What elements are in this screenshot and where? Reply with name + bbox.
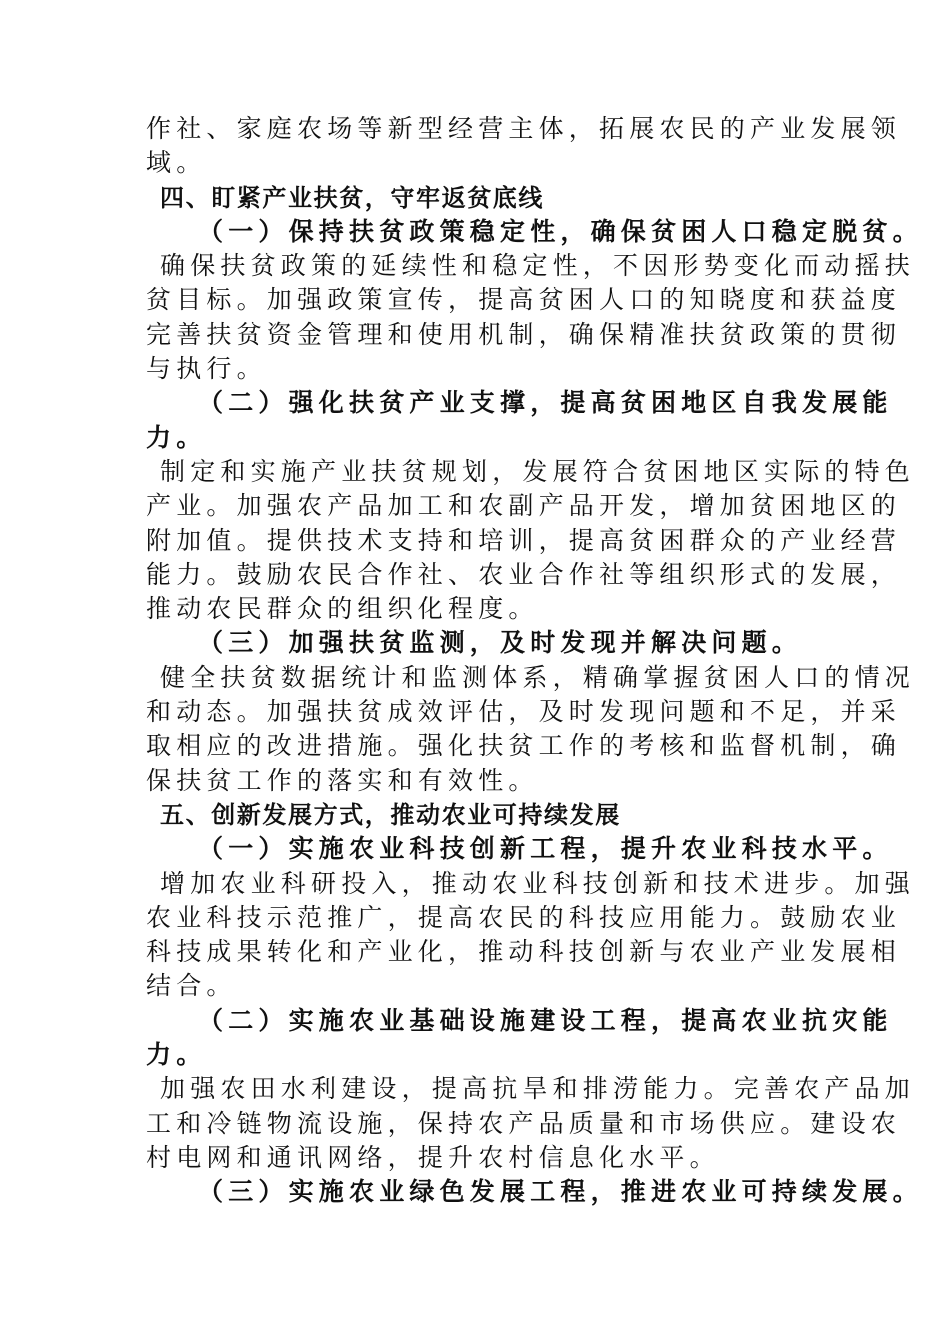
paragraph-line: 能力。鼓励农民合作社、农业合作社等组织形式的发展，: [146, 559, 902, 589]
section-heading: 四、盯紧产业扶贫，守牢返贫底线: [160, 183, 544, 212]
paragraph-line: 制定和实施产业扶贫规划，发展符合贫困地区实际的特色: [160, 456, 916, 486]
paragraph-line: 增加农业科研投入，推动农业科技创新和技术进步。加强: [160, 868, 916, 898]
paragraph-line: 确保扶贫政策的延续性和稳定性，不因形势变化而动摇扶: [160, 251, 916, 281]
subsection-heading: （三）加强扶贫监测，及时发现并解决问题。: [198, 628, 803, 658]
subsection-heading: （三）实施农业绿色发展工程，推进农业可持续发展。: [198, 1177, 923, 1207]
subsection-heading: （一）实施农业科技创新工程，提升农业科技水平。: [198, 834, 893, 864]
paragraph-line: 健全扶贫数据统计和监测体系，精确掌握贫困人口的情况: [160, 662, 916, 692]
paragraph-line: 贫目标。加强政策宣传，提高贫困人口的知晓度和获益度: [146, 285, 902, 315]
paragraph-line: 域。: [146, 148, 207, 178]
paragraph-line: 工和冷链物流设施，保持农产品质量和市场供应。建设农: [146, 1108, 902, 1138]
paragraph-line: 作社、家庭农场等新型经营主体，拓展农民的产业发展领: [146, 114, 902, 143]
paragraph-line: 加强农田水利建设，提高抗旱和排涝能力。完善农产品加: [160, 1074, 916, 1104]
subsection-heading: （二）强化扶贫产业支撑，提高贫困地区自我发展能: [198, 388, 893, 418]
subsection-heading: （一）保持扶贫政策稳定性，确保贫困人口稳定脱贫。: [198, 216, 923, 246]
paragraph-line: 与执行。: [146, 354, 267, 384]
subsection-heading-continued: 力。: [146, 1040, 207, 1070]
subsection-heading: （二）实施农业基础设施建设工程，提高农业抗灾能: [198, 1005, 893, 1035]
paragraph-line: 和动态。加强扶贫成效评估，及时发现问题和不足，并采: [146, 697, 902, 727]
paragraph-line: 结合。: [146, 971, 237, 1001]
paragraph-line: 完善扶贫资金管理和使用机制，确保精准扶贫政策的贯彻: [146, 319, 902, 349]
paragraph-line: 农业科技示范推广，提高农民的科技应用能力。鼓励农业: [146, 902, 902, 932]
subsection-heading-continued: 力。: [146, 422, 207, 452]
document-body: [146, 112, 923, 1210]
paragraph-line: 推动农民群众的组织化程度。: [146, 594, 539, 624]
paragraph-line: 取相应的改进措施。强化扶贫工作的考核和监督机制，确: [146, 731, 902, 761]
paragraph-line: 产业。加强农产品加工和农副产品开发，增加贫困地区的: [146, 491, 902, 521]
section-heading: 五、创新发展方式，推动农业可持续发展: [160, 800, 621, 829]
paragraph-line: 保扶贫工作的落实和有效性。: [146, 765, 539, 795]
paragraph-line: 科技成果转化和产业化，推动科技创新与农业产业发展相: [146, 937, 902, 967]
paragraph-line: 附加值。提供技术支持和培训，提高贫困群众的产业经营: [146, 525, 902, 555]
paragraph-line: 村电网和通讯网络，提升农村信息化水平。: [146, 1142, 720, 1172]
